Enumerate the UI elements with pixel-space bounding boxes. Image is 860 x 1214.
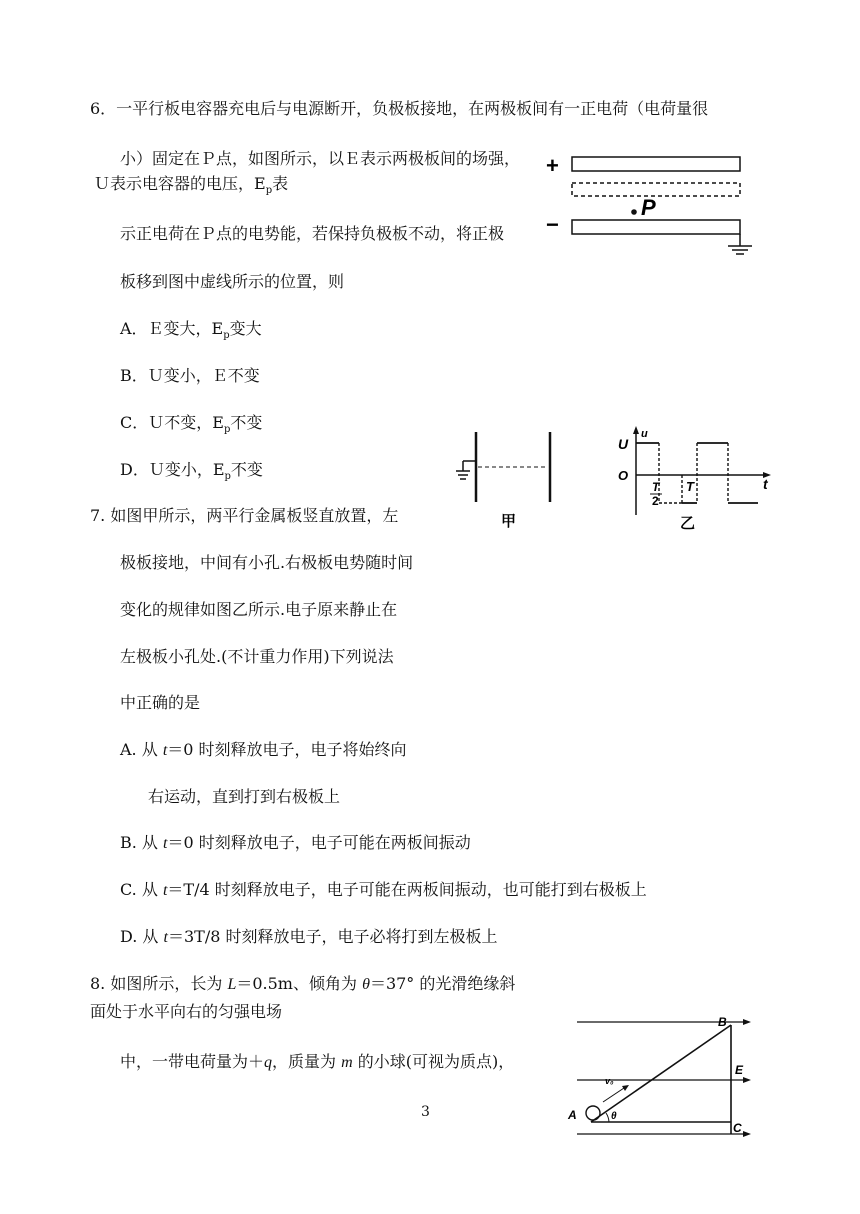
period-label: T [686, 479, 694, 494]
q6-option-a: A．Ｅ变大，$E_p$变大 [120, 319, 262, 341]
q7-option-d: D. 从 t＝3T/8 时刻释放电子，电子必将打到左极板上 [120, 927, 498, 946]
origin-label: O [618, 468, 629, 483]
figure-jia-label: 甲 [501, 512, 517, 530]
q6-line2: 小）固定在Ｐ点，如图所示，以Ｅ表示两极板间的场强， [120, 149, 521, 168]
point-p-label: P [641, 195, 656, 220]
angle-label: θ [611, 1111, 617, 1122]
q8-line3: 中，一带电荷量为＋q，质量为 m 的小球(可视为质点)， [120, 1052, 515, 1071]
ground-icon [456, 461, 476, 479]
point-a-label: A [568, 1108, 577, 1122]
point-c-label: C [733, 1121, 742, 1135]
minus-sign: − [546, 212, 559, 237]
plus-sign: + [546, 153, 559, 178]
t-axis-label: t [763, 476, 768, 492]
q7-line5: 中正确的是 [120, 693, 201, 712]
u-level-label: U [618, 436, 629, 452]
q7-option-c: C. 从 t＝T/4 时刻释放电子，电子可能在两板间振动，也可能打到右极板上 [120, 880, 647, 899]
q8-line2: 面处于水平向右的匀强电场 [90, 1002, 283, 1021]
u-axis-label: u [641, 428, 648, 440]
q6-line1: 6．一平行板电容器充电后与电源断开，负极板接地，在两极板间有一正电荷（电荷量很 [90, 99, 709, 118]
incline-surface [591, 1025, 731, 1122]
positive-plate [572, 157, 740, 171]
point-b-label: B [718, 1015, 727, 1029]
q7-line1: 7. 如图甲所示，两平行金属板竖直放置，左 [90, 506, 399, 525]
q7-line2: 极板接地，中间有小孔.右极板电势随时间 [120, 553, 414, 572]
q7-line4: 左极板小孔处.(不计重力作用)下列说法 [120, 647, 394, 666]
figure-jia-plates [448, 430, 568, 530]
field-lines [577, 1022, 745, 1134]
q6-option-d: D．Ｕ变小，$E_p$不变 [120, 460, 263, 482]
velocity-label: v₀ [605, 1076, 614, 1086]
figure-yi-graph [612, 425, 782, 535]
q6-option-b: B．Ｕ变小，Ｅ不变 [120, 366, 260, 385]
q7-option-b: B. 从 t＝0 时刻释放电子，电子可能在两板间振动 [120, 833, 471, 852]
dashed-plate-position [572, 183, 740, 196]
capacitor-figure [540, 150, 770, 265]
q6-line5: 板移到图中虚线所示的位置，则 [120, 272, 345, 291]
q7-line3: 变化的规律如图乙所示.电子原来静止在 [120, 600, 398, 619]
half-period-numerator: T [652, 480, 660, 494]
small-ball [586, 1106, 600, 1120]
point-p-dot [631, 209, 637, 215]
ground-icon [728, 246, 752, 254]
q6-line3: Ｕ表示电容器的电压，$E_p$表 [94, 174, 289, 196]
incline-field-figure [565, 1015, 765, 1140]
figure-yi-label: 乙 [680, 514, 696, 532]
q7-option-a-continued: 右运动，直到打到右极板上 [148, 787, 341, 806]
q6-option-c: C．Ｕ不变，$E_p$不变 [120, 413, 263, 435]
half-period-denominator: 2 [652, 494, 659, 508]
q8-line1: 8. 如图所示，长为 L＝0.5m、倾角为 θ＝37° 的光滑绝缘斜 [90, 974, 516, 993]
negative-plate [572, 220, 740, 234]
q6-line4: 示正电荷在Ｐ点的电势能，若保持负极板不动，将正极 [120, 224, 505, 243]
page-number: 3 [421, 1104, 430, 1120]
wave-transitions [659, 443, 728, 503]
q7-option-a: A. 从 t＝0 时刻释放电子，电子将始终向 [120, 740, 407, 759]
field-e-label: E [735, 1063, 744, 1077]
